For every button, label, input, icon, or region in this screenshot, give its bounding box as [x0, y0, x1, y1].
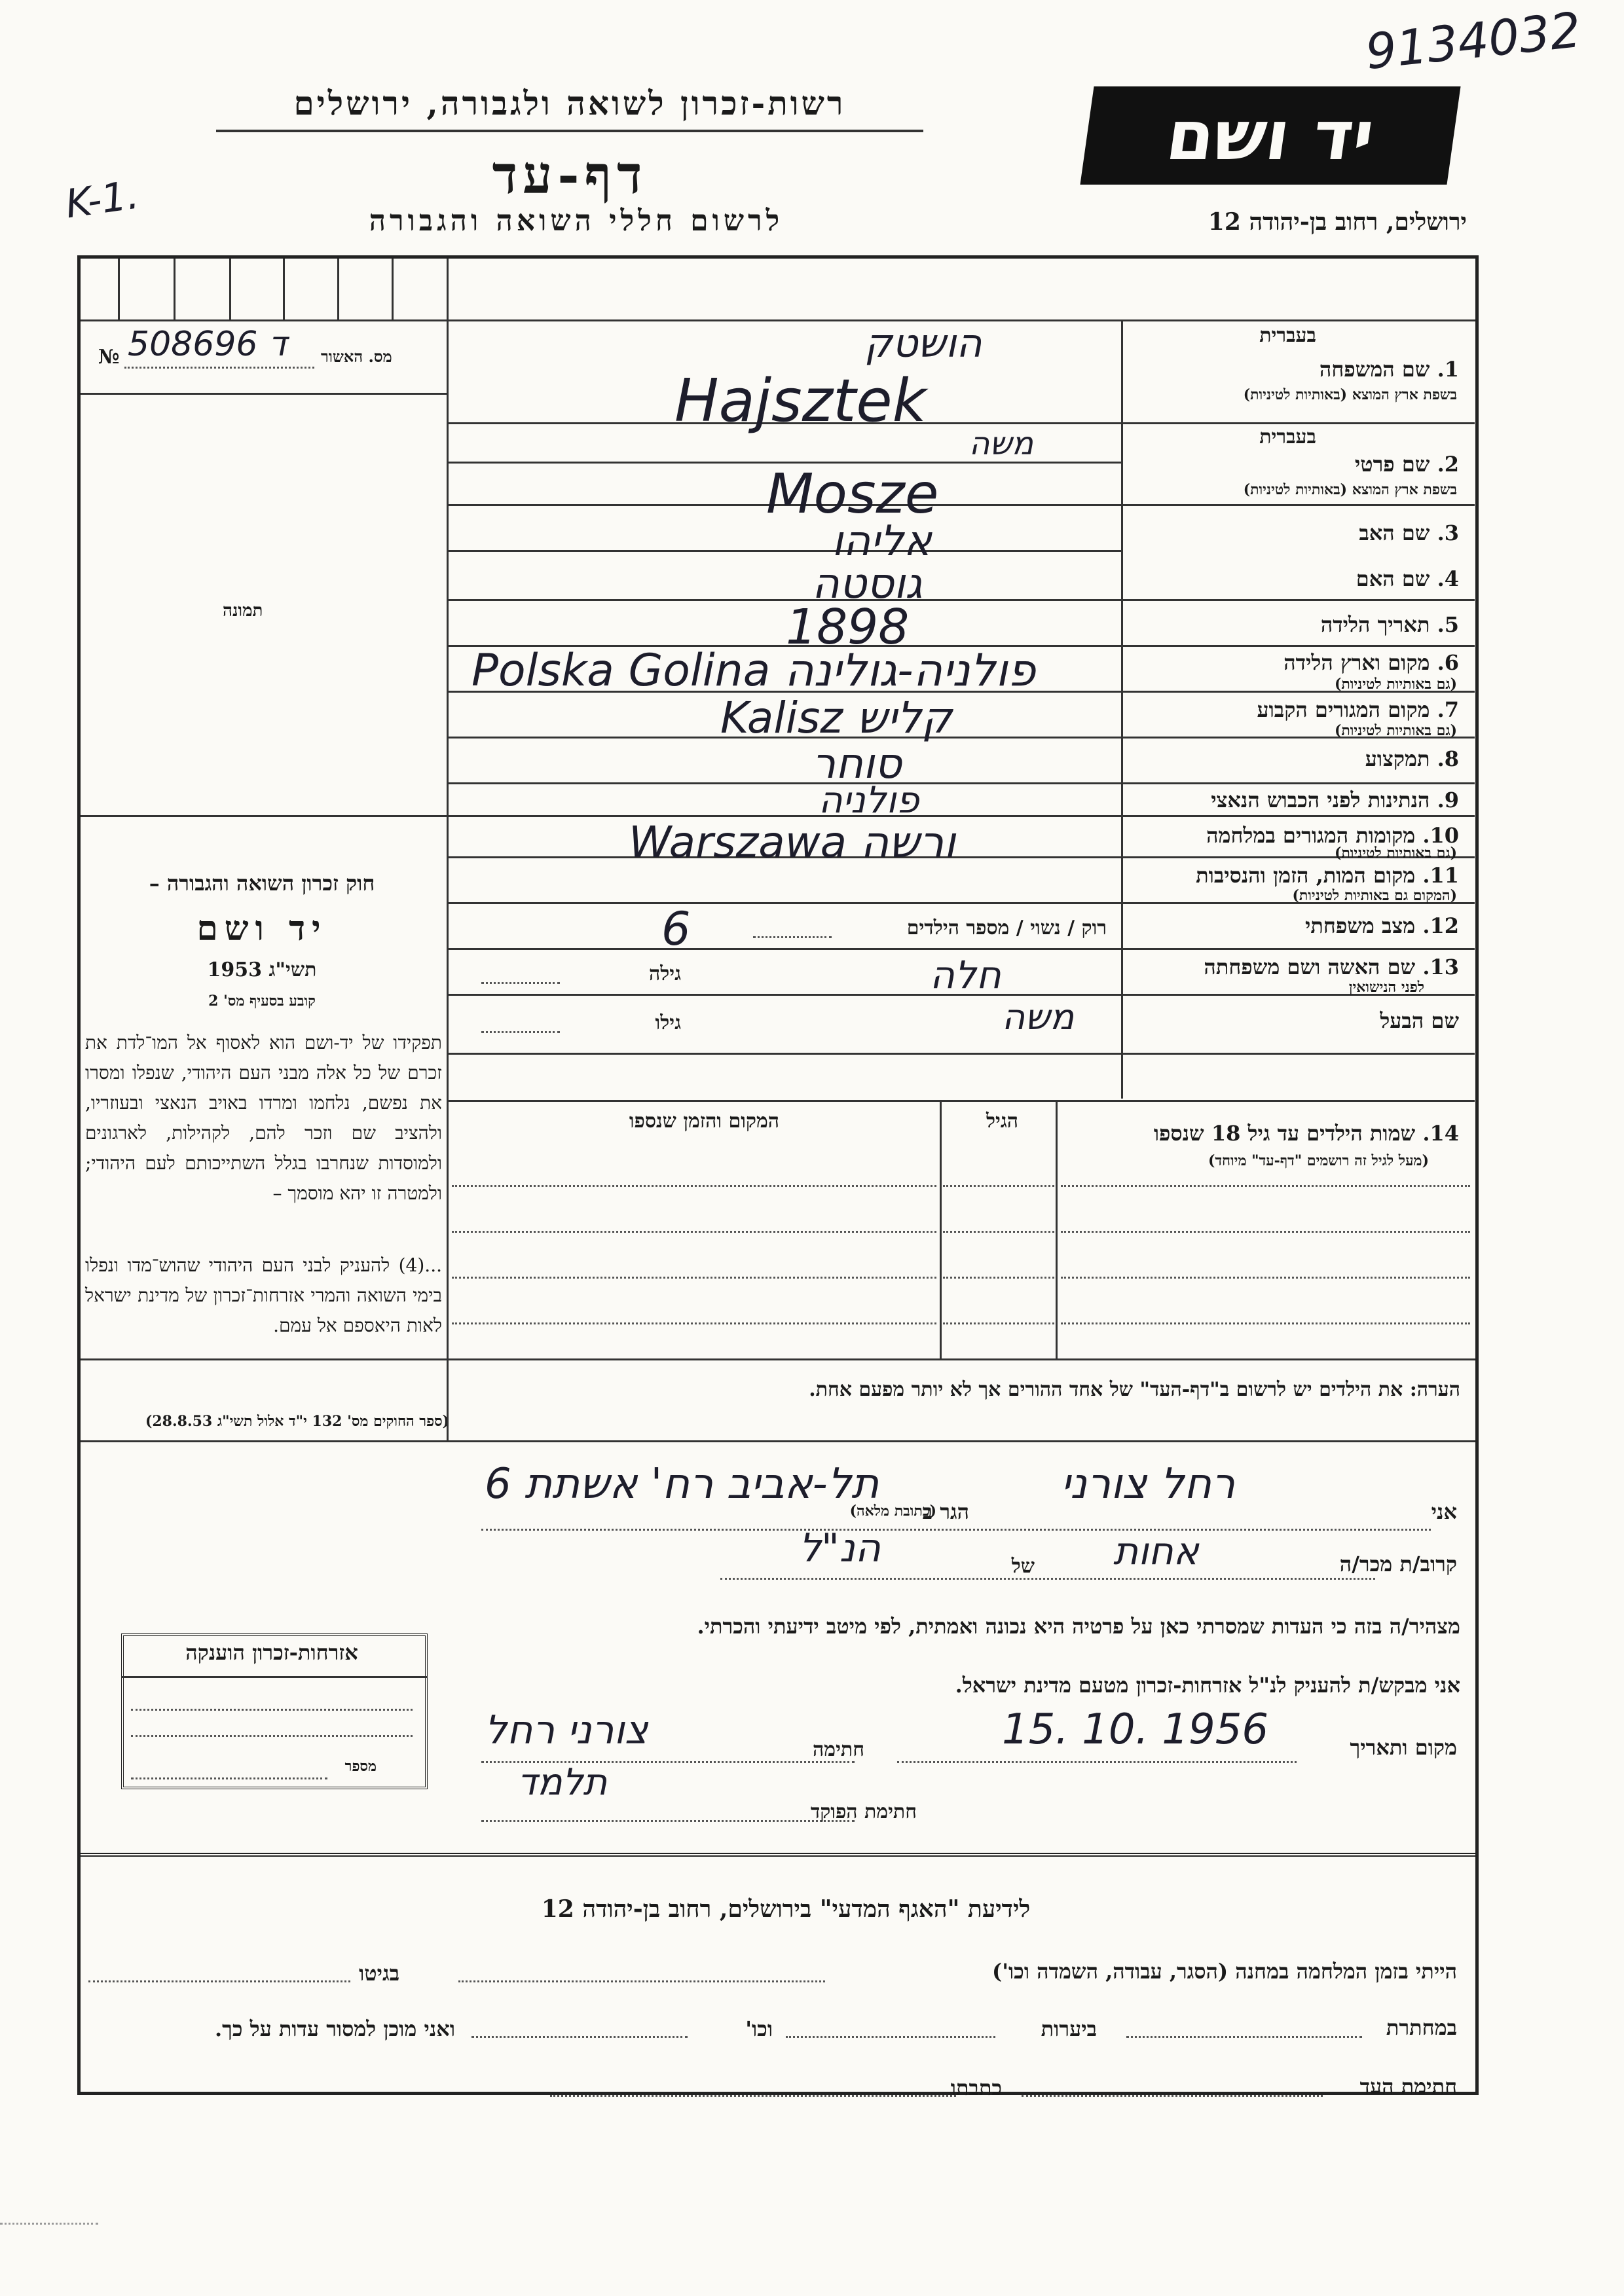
- q12-children-count: 6: [661, 902, 691, 956]
- bottom-forests-label: ביערות: [1041, 2016, 1097, 2041]
- decl-signature-label: חתימה: [813, 1738, 864, 1761]
- bottom-camp-label: הייתי בזמן המלחמה במחנה (הסגר, עבודה, השמדה וכו'): [992, 1959, 1457, 1984]
- form-subtitle: לרשום חללי השואה והגבורה: [369, 204, 784, 238]
- bottom-ghetto-label: בגיטו: [359, 1961, 399, 1986]
- q6-value: Polska Golina פולניה-גולינה: [471, 645, 1036, 697]
- decl-officer-label: חתימת הפוקד: [810, 1800, 917, 1823]
- q1-label: 1. שם המשפחה: [1319, 357, 1459, 382]
- citizenship-title: אזרחות-זכרון הוענקה: [185, 1640, 358, 1665]
- q12-status-options: רוק / נשוי / מספר הילדים: [906, 917, 1107, 939]
- decl-relation-value: אחות: [1113, 1529, 1199, 1573]
- q7-value: Kalisz קליש: [720, 693, 952, 743]
- scan-mark: [0, 2223, 98, 2225]
- law-clause: קובע בסעיף מס' 2: [208, 993, 316, 1010]
- husband-age-label: גילו: [655, 1011, 681, 1034]
- q10-label: 10. מקומות המגורים במלחמה: [1206, 823, 1459, 848]
- officer-signature-mark: תלמד: [517, 1761, 608, 1804]
- approval-number-value: ד 508696: [128, 325, 287, 364]
- decl-of: של: [1011, 1555, 1035, 1578]
- decl-place-date-value: 15. 10. 1956: [1002, 1705, 1269, 1754]
- q11-sub: (המקום גם באותיות לטיניות): [1292, 887, 1457, 904]
- q2-hebrew-tag: בעברית: [1259, 426, 1316, 448]
- decl-signature-value: צורני רחל: [485, 1707, 648, 1753]
- photo-label: תמונה: [223, 601, 263, 621]
- q14-col-age: הגיל: [986, 1110, 1018, 1133]
- q1-sub: בשפת ארץ המוצא (באותיות לטיניות): [1243, 386, 1457, 403]
- q13-sub: לפני הנישואין: [1348, 979, 1424, 996]
- decl-request: אני מבקש/ת להעניק לנ"ל אזרחות-זכרון מטעם מדינת ישראל.: [955, 1673, 1460, 1698]
- authority-underline: [216, 130, 923, 132]
- decl-resides: הגר ב: [922, 1499, 969, 1524]
- q2-latin-value: Mosze: [766, 462, 939, 526]
- q1-latin-value: Hajsztek: [674, 367, 927, 435]
- decl-address-value: תל-אביב רח' אשתת 6: [485, 1460, 879, 1508]
- q9-value: פולניה: [819, 779, 919, 822]
- bottom-etc-label: וכו': [745, 2016, 773, 2041]
- bottom-underground-label: במחתרת: [1386, 2015, 1457, 2040]
- q8-value: סוחר: [812, 740, 902, 788]
- citizenship-number-label: מספר: [344, 1758, 377, 1775]
- q12-label: 12. מצב משפחתי: [1305, 913, 1459, 938]
- q1-hebrew-tag: בעברית: [1259, 324, 1316, 347]
- q3-label: 3. שם האב: [1359, 520, 1459, 545]
- q5-value: 1898: [786, 599, 910, 655]
- q2-hebrew-value: משה: [969, 426, 1033, 462]
- q7-label: 7. מקום המגורים הקבוע: [1257, 697, 1459, 722]
- approval-number-label: מס. האשור: [321, 347, 392, 366]
- yad-vashem-logo: יד ושם: [1080, 86, 1460, 185]
- q14-sub: (מעל לגיל זה רושמים "דף-עד" מיוחד): [1208, 1152, 1429, 1169]
- q5-label: 5. תאריך הלידה: [1320, 612, 1459, 637]
- archive-reference-number: 9134032: [1363, 2, 1584, 81]
- law-paragraph-2: ...(4) להעניק לבני העם היהודי שהוש־מדו ונפלו בימי השואה והמרי אזרחות־זכרון של מדינת ישראל לאות היאספם אל עמם.: [85, 1254, 442, 1336]
- law-citation: (ספר החוקים מס' 132 י"ד אלול תשי"ג 28.8.53): [145, 1413, 449, 1430]
- decl-relative-label: קרוב/ת מכר/ה: [1339, 1552, 1457, 1576]
- decl-address-hint: (כתובת מלאה): [849, 1503, 936, 1520]
- decl-place-date-label: מקום ותאריך: [1350, 1735, 1457, 1760]
- q6-label: 6. מקום וארץ הלידה: [1283, 650, 1459, 675]
- institution-address: ירושלים, רחוב בן-יהודה 12: [1208, 208, 1467, 236]
- bottom-title: לידיעת "האגף המדעי" בירושלים, רחוב בן-יהודה 12: [541, 1895, 1031, 1923]
- bottom-witness-signature-label: חתימת העד: [1359, 2074, 1457, 2099]
- q2-label: 2. שם פרטי: [1354, 452, 1459, 477]
- law-title: חוק זכרון השואה והגבורה –: [149, 871, 375, 896]
- q13-age-label: גילה: [648, 962, 681, 985]
- law-name: יד ושם: [196, 909, 327, 949]
- q1-hebrew-value: הושטק: [864, 321, 982, 367]
- decl-statement: מצהיר/ה בזה כי העדות שמסרתי כאן על פרטיה היא נכונה ואמתית, לפי מיטב ידיעתי והכרתי.: [697, 1614, 1460, 1639]
- q11-label: 11. מקום המות, הזמן והנסיבות: [1196, 863, 1459, 888]
- bottom-ready-testify: ואני מוכן למסור עדות על כך.: [214, 2016, 455, 2041]
- decl-name-value: רחל צורני: [1061, 1460, 1236, 1508]
- q13-wife-value: חלה: [930, 953, 1001, 997]
- q2-sub: בשפת ארץ המוצא (באותיות לטיניות): [1243, 481, 1457, 498]
- q10-value: Warszawa ורשה: [629, 817, 956, 867]
- q7-sub: (גם באותיות לטיניות): [1334, 722, 1457, 739]
- q9-label: 9. הנתינות לפני הכבוש הנאצי: [1211, 788, 1459, 812]
- decl-of-value: הנ"ל: [799, 1525, 881, 1571]
- children-note: הערה: את הילדים יש לרשום ב"דף-העד" של אחד ההורים אך לא יותר מפעם אחת.: [809, 1378, 1460, 1401]
- decl-ani: אני: [1431, 1499, 1457, 1524]
- q10-sub: (גם באותיות לטיניות): [1334, 845, 1457, 862]
- bottom-address-label: כתבתו: [950, 2075, 1002, 2100]
- husband-label: שם הבעל: [1380, 1008, 1459, 1033]
- authority-name: רשות-זכרון לשואה ולגבורה, ירושלים: [293, 84, 846, 122]
- q6-sub: (גם באותיות לטיניות): [1334, 676, 1457, 693]
- q13-label: 13. שם האשה ושם משפחתה: [1204, 955, 1459, 979]
- husband-value: משה: [1002, 996, 1075, 1038]
- q14-label: 14. שמות הילדים עד גיל 18 שנספו: [1153, 1121, 1459, 1146]
- law-year: תשי"ג 1953: [207, 958, 317, 981]
- q3-value: אליהו: [832, 517, 932, 566]
- q8-label: 8. תמקצוע: [1365, 746, 1459, 771]
- approval-number-sign: №: [98, 346, 120, 369]
- form-title: דף-עד: [492, 144, 648, 206]
- corner-mark: K-1.: [62, 172, 142, 228]
- q4-value: גוסטה: [812, 560, 923, 608]
- law-paragraph-1: תפקידו של יד-ושם הוא לאסוף אל המו־לדת את זכרם של כל אלה מבני העם היהודי, שנפלו ומסרו את נפשם, נלחמו ומרדו באויב הנאצי ובעוזריו, ולהציב שם וזכר להם, לקהילות, לארגונים ולמוסדות שנחרבו בגלל השתייכותם לעם היהודי; ולמטרה זו יהא מוסמך –: [85, 1032, 442, 1204]
- q4-label: 4. שם האם: [1356, 566, 1459, 591]
- q14-col-place: המקום והזמן שנספו: [629, 1110, 779, 1133]
